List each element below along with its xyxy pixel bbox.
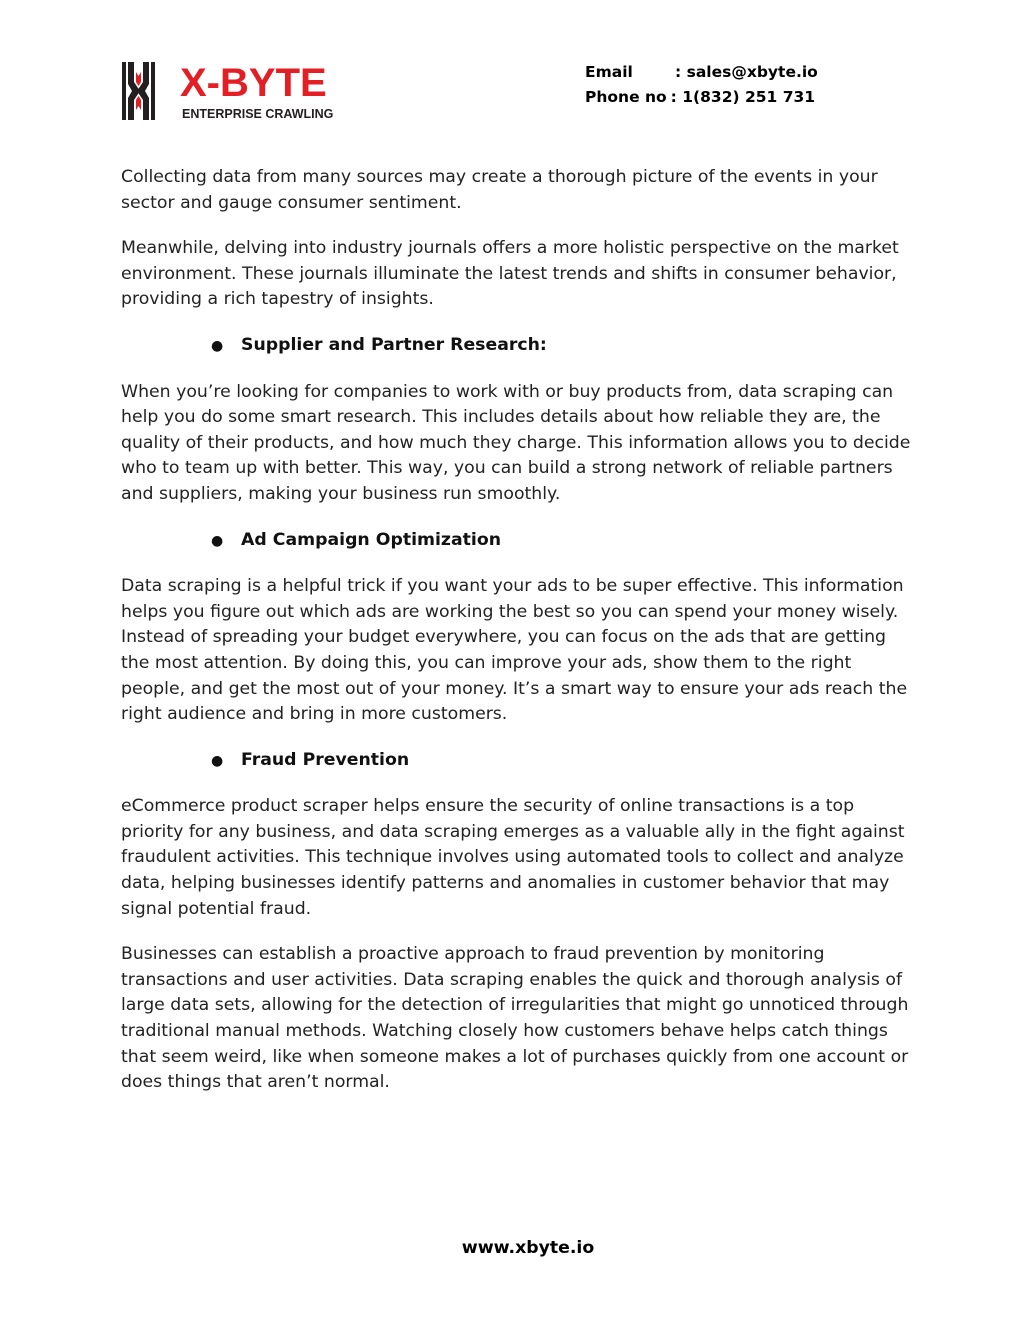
bullet-heading-text: Supplier and Partner Research:	[241, 334, 547, 355]
bullet-icon: ●	[211, 532, 224, 549]
phone-value[interactable]: : 1(832) 251 731	[670, 88, 816, 106]
bullet-heading-text: Ad Campaign Optimization	[241, 529, 502, 550]
xbyte-emblem-icon	[122, 62, 155, 120]
paragraph: Meanwhile, delving into industry journals offers a more holistic perspective on the market environment. These journals illuminate the latest trends and shifts in consumer behavior, providing a rich tapestry of insights.	[121, 238, 899, 310]
footer-url[interactable]: www.xbyte.io	[461, 1238, 595, 1258]
contact-email-row	[585, 60, 818, 85]
bullet-heading-text: Fraud Prevention	[241, 749, 410, 770]
bullet-heading	[121, 748, 911, 775]
email-label: Email	[585, 63, 633, 81]
paragraph: Data scraping is a helpful trick if you want your ads to be super effective. This information helps you figure out which ads are working the best so you can spend your money wisely. Instead of spreading your budget everywhere, you can focus on the ads that are getting the most attention. By doing this, you can improve your ads, show them to the right people, and get the most out of your money. It’s a smart way to ensure your ads reach the right audience and bring in more customers.	[121, 576, 908, 725]
contact-phone-row	[585, 85, 818, 110]
bullet-icon: ●	[211, 337, 224, 354]
bullet-heading	[121, 528, 911, 555]
paragraph: Collecting data from many sources may create a thorough picture of the events in your sector and gauge consumer sentiment.	[121, 167, 878, 213]
xbyte-logo-graphic	[122, 60, 362, 124]
phone-label: Phone no	[585, 88, 667, 106]
document-body	[121, 165, 911, 1116]
paragraph: eCommerce product scraper helps ensure the security of online transactions is a top priority for any business, and data scraping emerges as a valuable ally in the fight against fraudulent activities. This technique involves using automated tools to collect and analyze data, helping businesses identify patterns and anomalies in customer behavior that may signal potential fraud.	[121, 796, 905, 919]
xbyte-logo	[122, 60, 362, 124]
contact-block	[585, 60, 818, 110]
email-value[interactable]: : sales@xbyte.io	[675, 63, 818, 81]
paragraph: Businesses can establish a proactive approach to fraud prevention by monitoring transactions and user activities. Data scraping enables the quick and thorough analysis of large data sets, allowing for the detection of irregularities that might go unnoticed through traditional manual methods. Watching closely how customers behave helps catch things that seem weird, like when someone makes a lot of purchases quickly from one account or does things that aren’t normal.	[121, 944, 909, 1093]
paragraph: When you’re looking for companies to work with or buy products from, data scraping can help you do some smart research. This includes details about how reliable they are, the quality of their products, and how much they charge. This information allows you to decide who to team up with better. This way, you can build a strong network of reliable partners and suppliers, making your business run smoothly.	[121, 381, 911, 504]
logo-tagline: ENTERPRISE CRAWLING	[182, 107, 334, 121]
logo-wordmark: X-BYTE	[180, 61, 327, 105]
bullet-heading	[121, 333, 911, 360]
bullet-icon: ●	[211, 752, 224, 769]
